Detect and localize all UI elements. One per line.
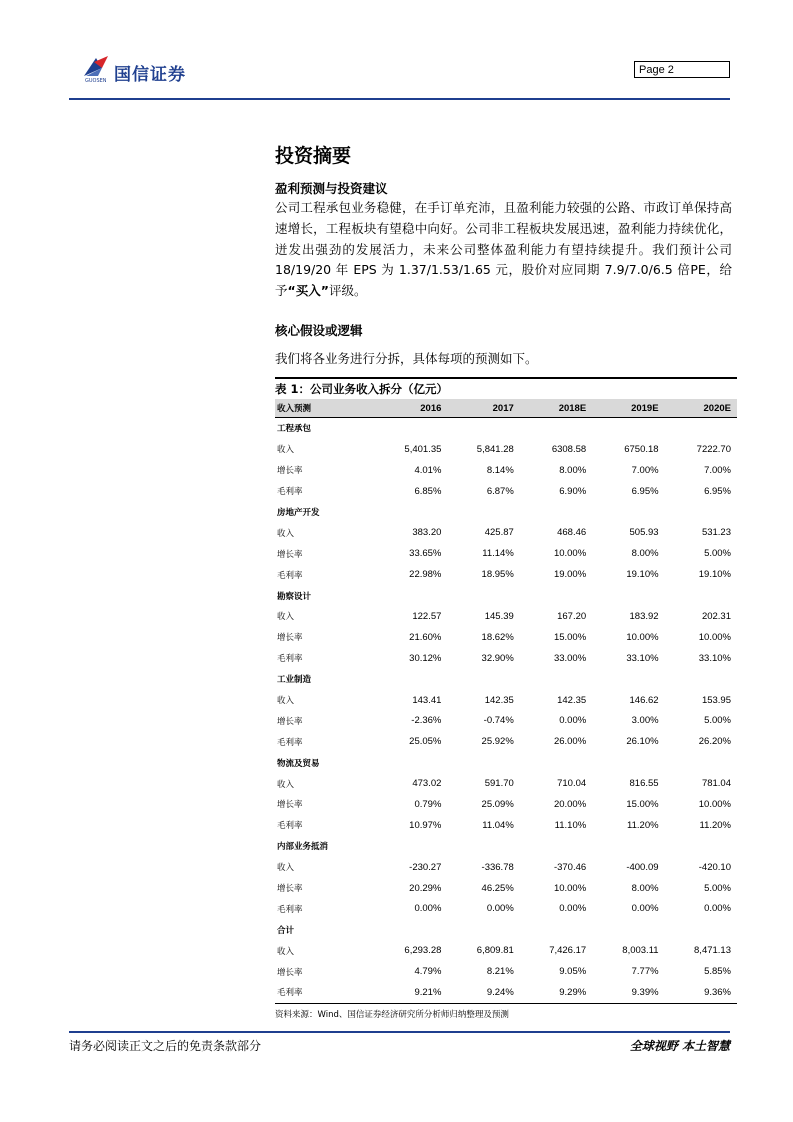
value-cell: 10.00% [698,798,731,810]
segment-label: 合计 [277,925,295,936]
value-cell [592,919,664,940]
table-row [275,878,737,899]
value-cell: 0.00% [559,903,587,915]
value-cell: 18.95% [481,569,514,581]
segment-label: 物流及贸易 [277,758,320,769]
table-row [275,522,737,543]
value-cell: 6,809.81 [476,945,514,957]
logo-mark-icon [82,54,112,78]
segment-row [275,669,737,690]
value-cell: 9.05% [559,966,587,978]
table-row [275,439,737,460]
value-cell: 122.57 [412,610,442,622]
value-cell: 26.10% [626,736,659,748]
value-cell: 505.93 [629,527,659,539]
value-cell: 8,471.13 [694,945,731,957]
value-cell: 11.20% [699,819,731,831]
value-cell [665,585,737,606]
value-cell: 5.00% [704,548,731,560]
table-caption: 表 1：公司业务收入拆分（亿元） [275,377,737,399]
value-cell [592,752,664,773]
value-cell: -230.27 [409,861,442,873]
header-divider [69,98,730,100]
value-cell: -336.78 [481,861,514,873]
value-cell: 0.00% [704,903,731,915]
row-label: 收入 [277,528,295,539]
value-cell: 10.00% [626,631,659,643]
value-cell: 26.20% [698,736,731,748]
segment-label: 工业制造 [277,675,312,686]
value-cell: -400.09 [626,861,659,873]
value-cell: 3.00% [631,715,659,727]
value-cell [447,669,519,690]
table-row [275,773,737,794]
value-cell: 30.12% [409,652,442,664]
value-cell [520,502,592,523]
header-cell: 2020E [665,399,737,418]
table-row [275,794,737,815]
value-cell: 531.23 [701,527,731,539]
value-cell: 0.00% [414,903,442,915]
logo-text: 国信证券 [114,65,186,85]
company-logo [82,54,212,90]
segment-row [275,585,737,606]
paragraph-text: 公司工程承包业务稳健，在手订单充沛，且盈利能力较强的公路、市政订单保持高速增长，工程板块有望稳中向好。公司非工程板块发展迅速，盈利能力持续优化，迸发出强劲的发展活力，未来公司整体盈利能力有望持续提升。我们预计公司 18/19/20 年 EPS 为 1.37/1.53/1.65 元，股价对应同期 7.9/7.0/6.5 倍PE，给予 [275,200,732,299]
footer-slogan: 全球视野 本土智慧 [629,1039,730,1053]
value-cell: 25.92% [481,736,514,748]
row-label: 收入 [277,779,295,790]
value-cell [520,836,592,857]
value-cell: 202.31 [701,610,731,622]
value-cell [665,418,737,439]
value-cell: 15.00% [626,798,659,810]
value-cell: 7.00% [631,464,659,476]
value-cell: 710.04 [557,778,587,790]
value-cell: 425.87 [484,527,514,539]
row-label: 毛利率 [277,570,303,581]
value-cell [520,585,592,606]
disclaimer-note: 请务必阅读正文之后的免责条款部分 [69,1039,262,1053]
segment-label: 勘察设计 [277,591,312,602]
value-cell: 5.00% [704,882,731,894]
value-cell [375,669,447,690]
value-cell: 143.41 [412,694,442,706]
table-row [275,690,737,711]
assumptions-intro: 我们将各业务进行分拆，具体每项的预测如下。 [275,351,538,366]
value-cell: 4.79% [414,966,442,978]
value-cell [592,585,664,606]
value-cell [592,418,664,439]
value-cell: 19.10% [626,569,659,581]
value-cell: 9.24% [447,982,519,1003]
value-cell: -420.10 [698,861,731,873]
row-label: 增长率 [277,633,303,644]
value-cell [665,919,737,940]
forecast-paragraph [275,198,732,302]
value-cell: 22.98% [409,569,442,581]
value-cell: 591.70 [484,778,514,790]
header-cell: 2016 [375,399,447,418]
value-cell: 183.92 [629,610,659,622]
value-cell: 383.20 [412,527,442,539]
value-cell: 33.65% [409,548,442,560]
value-cell: 0.79% [414,798,442,810]
value-cell [447,836,519,857]
row-label: 增长率 [277,884,303,895]
row-label: 收入 [277,863,295,874]
value-cell [375,418,447,439]
row-label: 毛利率 [277,821,303,832]
row-label: 毛利率 [277,737,303,748]
row-label: 收入 [277,612,295,623]
value-cell: 9.39% [592,982,664,1003]
value-cell: 6,293.28 [404,945,442,957]
value-cell: 7222.70 [696,443,731,455]
segment-row [275,919,737,940]
table-row [275,982,737,1003]
value-cell: 19.10% [698,569,731,581]
value-cell: 25.09% [481,798,514,810]
value-cell: 20.29% [409,882,442,894]
value-cell: 33.00% [553,652,587,664]
value-cell [592,669,664,690]
value-cell: 10.00% [553,882,587,894]
value-cell [592,836,664,857]
value-cell: 5,841.28 [476,443,514,455]
page-title: 投资摘要 [275,145,352,167]
segment-label: 工程承包 [277,424,312,435]
value-cell [447,585,519,606]
table-row [275,606,737,627]
table-row [275,710,737,731]
value-cell: 0.00% [486,903,514,915]
footer-divider [69,1031,730,1033]
table-row [275,460,737,481]
value-cell: 153.95 [701,694,731,706]
value-cell: 781.04 [701,778,731,790]
section-heading-assumptions: 核心假设或逻辑 [275,323,363,338]
value-cell [375,836,447,857]
value-cell: 6.95% [704,485,731,497]
table-row [275,857,737,878]
row-label: 增长率 [277,800,303,811]
value-cell [375,585,447,606]
value-cell [520,752,592,773]
value-cell: 5.00% [704,715,731,727]
table-row [275,481,737,502]
paragraph-tail: 评级。 [328,283,367,299]
value-cell: 11.20% [627,819,659,831]
value-cell [520,418,592,439]
table-source-note: 资料来源：Wind、国信证券经济研究所分析师归纳整理及预测 [275,1009,509,1020]
row-label: 毛利率 [277,654,303,665]
row-label: 收入 [277,445,295,456]
value-cell: 8.00% [631,548,659,560]
page-number-box: Page 2 [634,61,730,78]
value-cell: 142.35 [557,694,587,706]
segment-row [275,418,737,439]
value-cell: 33.10% [626,652,659,664]
revenue-forecast-table [275,399,737,1004]
value-cell: -0.74% [483,715,514,727]
value-cell: 32.90% [481,652,514,664]
value-cell: 9.29% [520,982,592,1003]
value-cell: 468.46 [557,527,587,539]
header-cell: 收入预测 [275,399,375,418]
value-cell: 11.14% [482,548,514,560]
table-row [275,961,737,982]
value-cell: 167.20 [557,610,587,622]
row-label: 毛利率 [277,487,303,498]
value-cell: 8.21% [486,966,514,978]
value-cell: 816.55 [629,778,659,790]
value-cell: 6.90% [559,485,587,497]
segment-row [275,836,737,857]
value-cell: 7.77% [631,966,659,978]
value-cell: -370.46 [553,861,587,873]
value-cell: 145.39 [484,610,514,622]
value-cell [520,669,592,690]
value-cell: 26.00% [553,736,587,748]
value-cell [447,919,519,940]
section-heading-forecast: 盈利预测与投资建议 [275,181,388,196]
table-row [275,564,737,585]
table-row [275,648,737,669]
value-cell [375,752,447,773]
value-cell: 0.00% [631,903,659,915]
row-label: 增长率 [277,716,303,727]
value-cell: 146.62 [629,694,659,706]
value-cell [665,502,737,523]
value-cell [447,752,519,773]
value-cell [447,418,519,439]
value-cell: 18.62% [481,631,514,643]
row-label: 毛利率 [277,904,303,915]
row-label: 增长率 [277,549,303,560]
value-cell: 8.00% [631,882,659,894]
value-cell: 19.00% [553,569,587,581]
table-row [275,898,737,919]
value-cell: 10.97% [409,819,442,831]
segment-row [275,502,737,523]
header-cell: 2019E [592,399,664,418]
row-label: 毛利率 [275,982,375,1003]
value-cell [520,919,592,940]
value-cell: 6.85% [414,485,442,497]
header-cell: 2017 [447,399,519,418]
table-row [275,543,737,564]
value-cell: 11.04% [482,819,514,831]
value-cell: 5,401.35 [404,443,442,455]
value-cell: 9.36% [665,982,737,1003]
table-row [275,731,737,752]
segment-label: 房地产开发 [277,508,320,518]
value-cell: 15.00% [553,631,587,643]
segment-row [275,752,737,773]
value-cell: 6750.18 [624,443,659,455]
rating-text: “买入” [287,283,329,299]
table-row [275,627,737,648]
value-cell: 21.60% [409,631,442,643]
value-cell: 5.85% [704,966,731,978]
value-cell: 9.21% [375,982,447,1003]
value-cell: 33.10% [698,652,731,664]
value-cell [592,502,664,523]
row-label: 增长率 [277,466,303,477]
table-header-row [275,399,737,418]
header-cell: 2018E [520,399,592,418]
value-cell: 46.25% [481,882,514,894]
value-cell: 10.00% [698,631,731,643]
logo-subtext: GUOSEN [85,78,107,84]
value-cell: 0.00% [559,715,587,727]
value-cell: 10.00% [553,548,587,560]
value-cell: 6.95% [631,485,659,497]
row-label: 收入 [277,946,295,957]
value-cell: -2.36% [411,715,442,727]
value-cell: 4.01% [414,464,442,476]
value-cell: 7,426.17 [549,945,587,957]
value-cell [665,752,737,773]
value-cell: 8,003.11 [622,945,659,957]
table-row [275,940,737,961]
value-cell: 8.14% [486,464,514,476]
value-cell: 8.00% [559,464,587,476]
value-cell: 6.87% [486,485,514,497]
table-row [275,815,737,836]
segment-label: 内部业务抵消 [277,842,329,853]
value-cell: 7.00% [704,464,731,476]
row-label: 收入 [277,696,295,707]
value-cell: 25.05% [409,736,442,748]
value-cell: 142.35 [484,694,514,706]
value-cell: 20.00% [553,798,587,810]
value-cell [447,502,519,523]
value-cell: 6308.58 [551,443,587,455]
value-cell: 11.10% [554,819,587,831]
value-cell: 473.02 [412,778,442,790]
value-cell [665,836,737,857]
row-label: 增长率 [277,967,303,978]
value-cell [375,919,447,940]
value-cell [665,669,737,690]
value-cell [375,502,447,523]
revenue-table-block [275,377,737,1020]
